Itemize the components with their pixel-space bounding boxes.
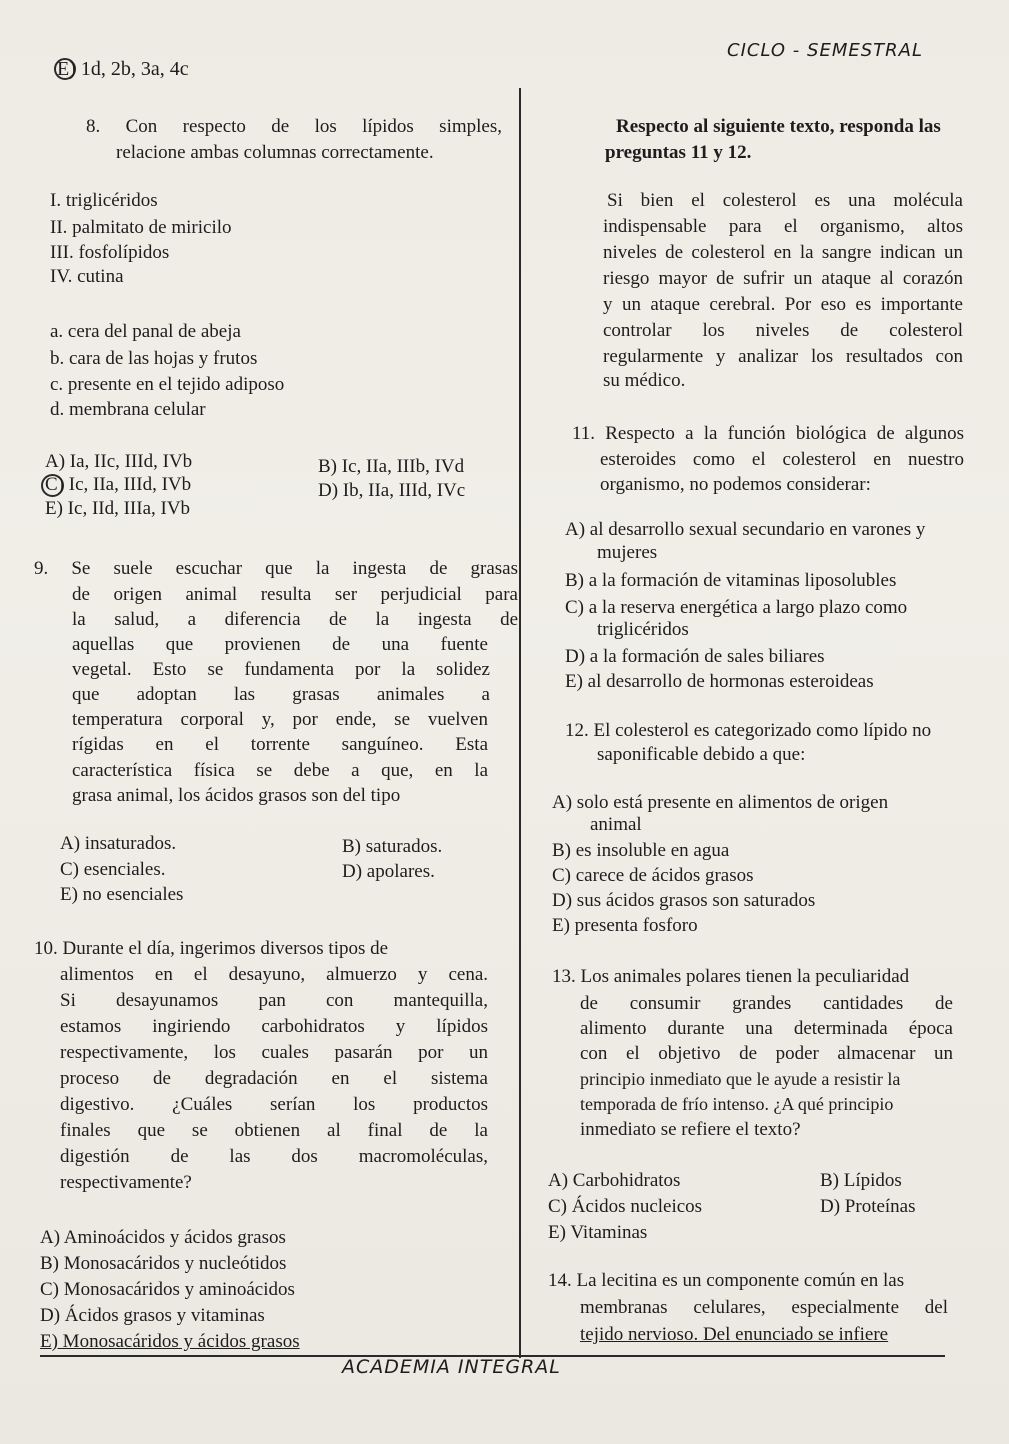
q11-option-c: C) a la reserva energética a largo plazo como (565, 597, 908, 618)
reading-line: Si bien el colesterol es una molécula (607, 190, 963, 211)
q11-option-e: E) al desarrollo de hormonas esteroideas (565, 671, 874, 692)
q11-line: 11. Respecto a la función biológica de algunos (572, 423, 964, 444)
q8-col1-item: II. palmitato de miricilo (50, 217, 232, 238)
reading-line: niveles de colesterol en la sangre indican un (603, 242, 963, 263)
q12-option-a: A) solo está presente en alimentos de origen (552, 792, 889, 813)
q9-line: temperatura corporal y, por ende, se vuelven (72, 709, 488, 730)
q12-option-a-cont: animal (590, 814, 642, 835)
q13-line: principio inmediato que le ayude a resistir la (580, 1069, 901, 1089)
q9-line: aquellas que provienen de una fuente (72, 634, 488, 655)
q8-line-1: 8. Con respecto de los lípidos simples, (86, 116, 502, 137)
reading-intro-1: Respecto al siguiente texto, responda las (616, 116, 941, 137)
q11-line: esteroides como el colesterol en nuestro (600, 449, 964, 470)
q10-line: digestión de las dos macromoléculas, (60, 1146, 488, 1167)
reading-line: su médico. (603, 370, 686, 391)
reading-line: y un ataque cerebral. Por eso es importante (603, 294, 963, 315)
q8-col1-item: I. triglicéridos (50, 190, 158, 211)
q10-option-b: B) Monosacáridos y nucleótidos (40, 1253, 287, 1274)
q14-line: tejido nervioso. Del enunciado se infiere (580, 1324, 889, 1345)
column-divider (519, 88, 521, 1358)
q12-line: saponificable debido a que: (597, 744, 806, 765)
q9-option-b: B) saturados. (342, 836, 443, 857)
q13-option-a: A) Carbohidratos (548, 1170, 681, 1191)
q8-option-e: E) Ic, IId, IIIa, IVb (45, 498, 191, 519)
q9-option-d: D) apolares. (342, 861, 435, 882)
q8-col2-item: c. presente en el tejido adiposo (50, 374, 285, 395)
q10-option-c: C) Monosacáridos y aminoácidos (40, 1279, 295, 1300)
q13-option-d: D) Proteínas (820, 1196, 916, 1217)
reading-line: controlar los niveles de colesterol (603, 320, 963, 341)
q10-line: Si desayunamos pan con mantequilla, (60, 990, 488, 1011)
q9-line: característica física se debe a que, en la (72, 760, 488, 781)
q12-option-d: D) sus ácidos grasos son saturados (552, 890, 816, 911)
q14-line: membranas celulares, especialmente del (580, 1297, 948, 1318)
reading-line: riesgo mayor de sufrir un ataque al corazón (603, 268, 963, 289)
reading-line: regularmente y analizar los resultados con (603, 346, 963, 367)
q8-col2-item: b. cara de las hojas y frutos (50, 348, 258, 369)
q10-line: digestivo. ¿Cuáles serían los productos (60, 1094, 488, 1115)
q8-col2-item: a. cera del panal de abeja (50, 321, 241, 342)
q13-line: temporada de frío intenso. ¿A qué principio (580, 1094, 894, 1114)
footer-academy: ACADEMIA INTEGRAL (342, 1356, 561, 1378)
q11-option-a-cont: mujeres (597, 542, 658, 563)
q12-option-e: E) presenta fosforo (552, 915, 698, 936)
q8-col1-item: IV. cutina (50, 266, 124, 287)
q9-line: vegetal. Esto se fundamenta por la solidez (72, 659, 490, 680)
q9-line: de origen animal resulta ser perjudicial para (72, 584, 518, 605)
q14-line: 14. La lecitina es un componente común en las (548, 1270, 905, 1291)
q13-line: de consumir grandes cantidades de (580, 993, 953, 1014)
q13-option-b: B) Lípidos (820, 1170, 902, 1191)
q10-line: finales que se obtienen al final de la (60, 1120, 488, 1141)
q9-line: rígidas en el torrente sanguíneo. Esta (72, 734, 488, 755)
q12-line: 12. El colesterol es categorizado como lípido no (565, 720, 932, 741)
q13-line: 13. Los animales polares tienen la peculiaridad (552, 966, 910, 987)
q9-option-e: E) no esenciales (60, 884, 184, 905)
q9-option-a: A) insaturados. (60, 833, 177, 854)
q13-option-c: C) Ácidos nucleicos (548, 1196, 703, 1217)
q11-option-a: A) al desarrollo sexual secundario en varones y (565, 519, 926, 540)
q10-line: respectivamente, los cuales pasarán por un (60, 1042, 488, 1063)
q10-option-a: A) Aminoácidos y ácidos grasos (40, 1227, 286, 1248)
q12-option-c: C) carece de ácidos grasos (552, 865, 754, 886)
q11-option-b: B) a la formación de vitaminas liposolubles (565, 570, 897, 591)
q11-option-d: D) a la formación de sales biliares (565, 646, 825, 667)
q8-line-2: relacione ambas columnas correctamente. (116, 142, 434, 163)
cycle-header: CICLO - SEMESTRAL (727, 40, 923, 61)
reading-intro-2: preguntas 11 y 12. (605, 142, 752, 163)
previous-question-option: E) 1d, 2b, 3a, 4c (57, 58, 189, 80)
q8-option-c: C) Ic, IIa, IIId, IVb (45, 474, 192, 495)
q10-line: alimentos en el desayuno, almuerzo y cena. (60, 964, 488, 985)
reading-line: indispensable para el organismo, altos (603, 216, 963, 237)
q12-option-b: B) es insoluble en agua (552, 840, 730, 861)
q8-col1-item: III. fosfolípidos (50, 242, 170, 263)
q11-line: organismo, no podemos considerar: (600, 474, 871, 495)
q9-line: 9. Se suele escuchar que la ingesta de grasas (34, 558, 518, 579)
q10-option-d: D) Ácidos grasos y vitaminas (40, 1305, 265, 1326)
q8-option-a: A) Ia, IIc, IIId, IVb (45, 451, 193, 472)
q8-col2-item: d. membrana celular (50, 399, 206, 420)
q9-line: que adoptan las grasas animales a (72, 684, 490, 705)
q8-option-b: B) Ic, IIa, IIIb, IVd (318, 456, 465, 477)
q13-line: alimento durante una determinada época (580, 1018, 953, 1039)
q10-line: 10. Durante el día, ingerimos diversos tipos de (34, 938, 389, 959)
q10-line: proceso de degradación en el sistema (60, 1068, 488, 1089)
q13-line: con el objetivo de poder almacenar un (580, 1043, 953, 1064)
q13-option-e: E) Vitaminas (548, 1222, 648, 1243)
q9-line: la salud, a diferencia de la ingesta de (72, 609, 518, 630)
q9-line: grasa animal, los ácidos grasos son del tipo (72, 785, 401, 806)
q10-line: estamos ingiriendo carbohidratos y lípidos (60, 1016, 488, 1037)
q10-option-e: E) Monosacáridos y ácidos grasos (40, 1331, 300, 1352)
q8-option-d: D) Ib, IIa, IIId, IVc (318, 480, 466, 501)
q11-option-c-cont: triglicéridos (597, 619, 689, 640)
q13-line: inmediato se refiere el texto? (580, 1119, 801, 1140)
q10-line: respectivamente? (60, 1172, 192, 1193)
q9-option-c: C) esenciales. (60, 859, 166, 880)
